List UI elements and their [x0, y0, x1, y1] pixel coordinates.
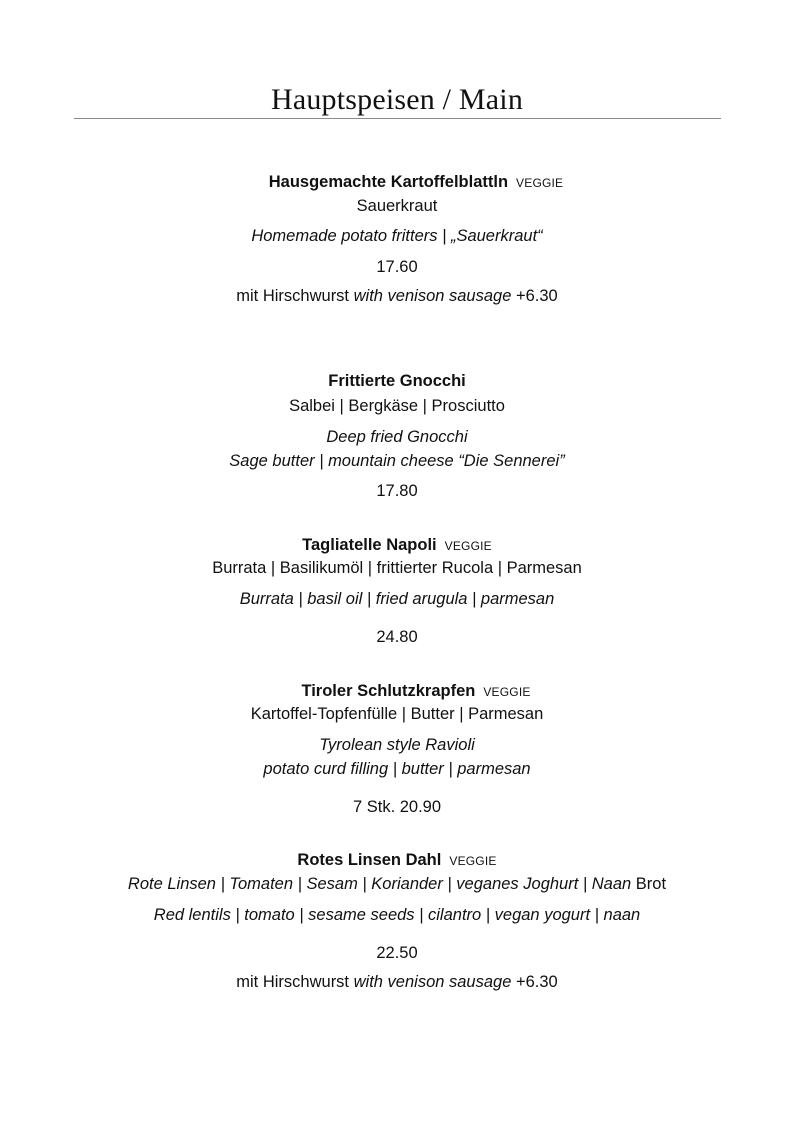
- dish-description-en: Tyrolean style Ravioli: [319, 736, 475, 754]
- dish-description-en: Burrata | basil oil | fried arugula | parmesan: [239, 590, 555, 608]
- dish-name-row: [0, 535, 794, 556]
- dish-name: Rotes Linsen Dahl: [297, 851, 442, 869]
- extra-price: +6.30: [515, 287, 558, 305]
- dish-name: Tagliatelle Napoli: [302, 536, 437, 554]
- dish-description-de: Burrata | Basilikumöl | frittierter Rucola | Parmesan: [212, 559, 582, 577]
- dish-description-en: Sage butter | mountain cheese “Die Sennerei”: [229, 452, 565, 470]
- dish-description-en: Red lentils | tomato | sesame seeds | cilantro | vegan yogurt | naan: [153, 906, 641, 924]
- description-italic: Rote Linsen | Tomaten | Sesam | Koriander | veganes Joghurt | Naan: [127, 875, 632, 893]
- extra-label-de: mit Hirschwurst: [236, 973, 350, 991]
- veggie-badge: VEGGIE: [444, 539, 492, 553]
- dish-description-en: potato curd filling | butter | parmesan: [263, 760, 531, 778]
- dish-name-row: [0, 371, 794, 391]
- dish-name: Tiroler Schlutzkrapfen: [301, 682, 476, 700]
- dish-description-de: Salbei | Bergkäse | Prosciutto: [289, 397, 505, 415]
- dish-price: 17.80: [376, 482, 418, 500]
- dish-name-row: [0, 172, 794, 193]
- dish-price: 22.50: [376, 944, 418, 962]
- dish-price: 24.80: [376, 628, 418, 646]
- extra-price: +6.30: [515, 973, 558, 991]
- dish-description-de: Kartoffel-Topfenfülle | Butter | Parmesan: [250, 705, 544, 723]
- dish-price: 17.60: [376, 258, 418, 276]
- page-title: Hauptspeisen / Main: [270, 83, 524, 116]
- veggie-badge: VEGGIE: [483, 685, 531, 699]
- dish-description-en: Homemade potato fritters | „Sauerkraut“: [251, 227, 543, 245]
- veggie-badge: VEGGIE: [516, 176, 564, 190]
- extra-label-de: mit Hirschwurst: [236, 287, 350, 305]
- dish-description-en: Deep fried Gnocchi: [326, 428, 468, 446]
- dish-name: Frittierte Gnocchi: [328, 372, 466, 390]
- dish-extra: [0, 286, 794, 306]
- extra-label-en: with venison sausage: [353, 973, 512, 991]
- dish-description-de: [0, 874, 794, 894]
- dish-price: 7 Stk. 20.90: [352, 798, 442, 816]
- dish-name-row: [0, 681, 794, 702]
- extra-label-en: with venison sausage: [353, 287, 512, 305]
- dish-description-de: Sauerkraut: [356, 197, 438, 215]
- dish-extra: [0, 972, 794, 992]
- veggie-badge: VEGGIE: [449, 854, 497, 868]
- dish-name-row: [0, 850, 794, 871]
- description-plain: Brot: [631, 875, 667, 893]
- dish-name: Hausgemachte Kartoffelblattln: [268, 173, 509, 191]
- title-divider: [74, 118, 721, 119]
